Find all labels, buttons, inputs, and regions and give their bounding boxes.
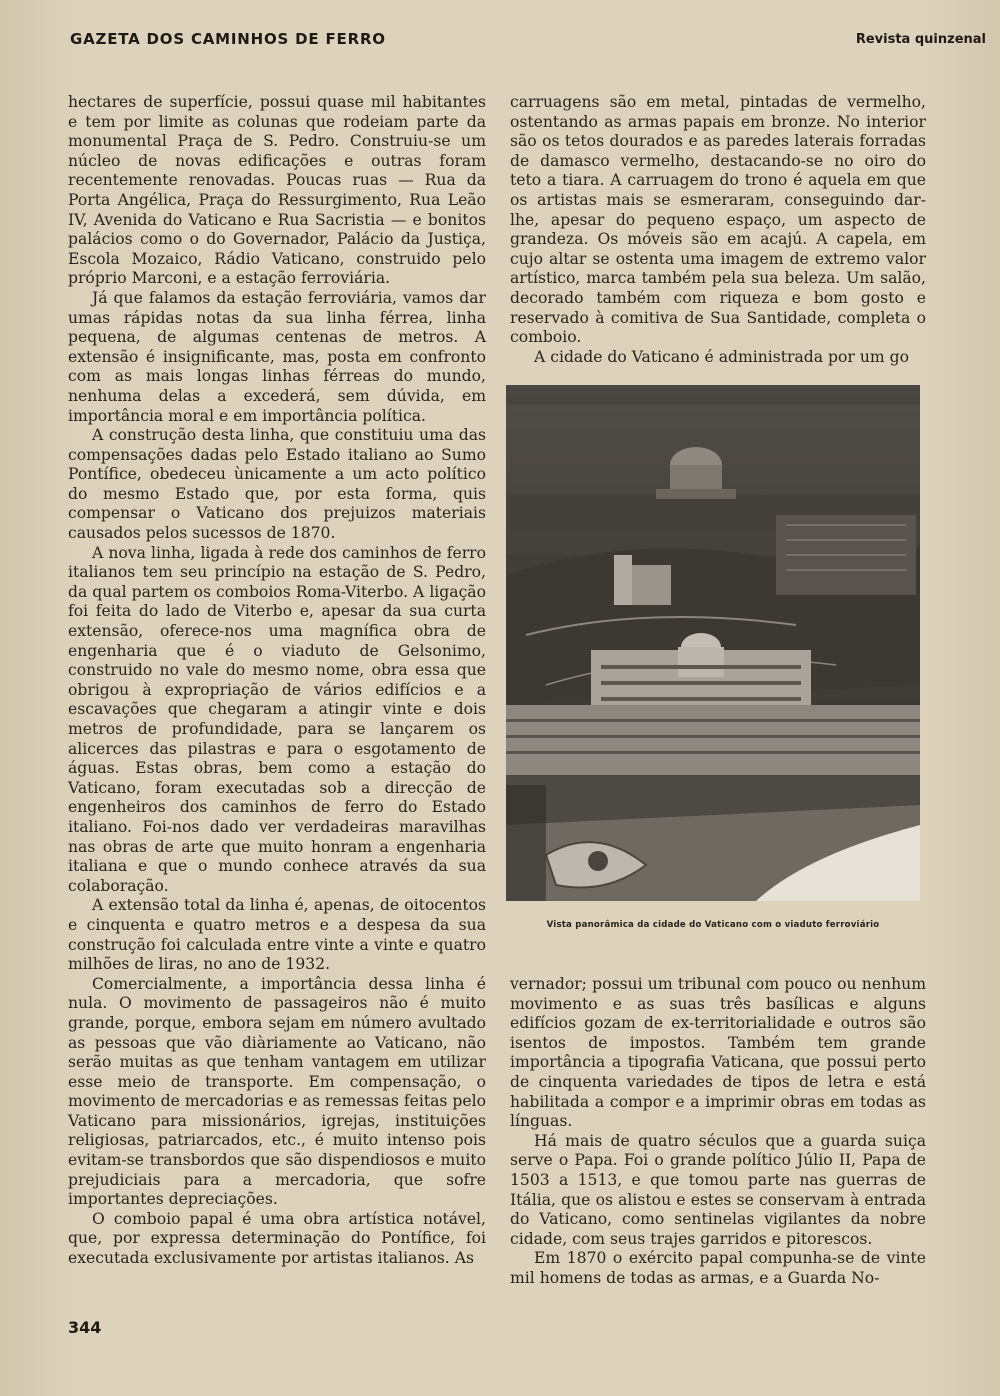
- photo-caption: Vista panorâmica da cidade do Vaticano com o viaduto ferroviário: [546, 920, 880, 930]
- left-column: [68, 93, 486, 1269]
- paragraph: Em 1870 o exército papal compunha-se de vinte mil homens de todas as armas, e a Guarda No-: [510, 1249, 926, 1287]
- paragraph: Já que falamos da estação ferroviária, vamos dar umas rápidas notas da sua linha férrea, linha pequena, de algumas centenas de metros. A extensão é insignificante, mas, posta em confronto com as mais longas linhas férreas do mundo, nenhuma delas a excederá, sem dúvida, em importância moral e em importância política.: [68, 288, 486, 425]
- paragraph: A nova linha, ligada à rede dos caminhos de ferro italianos tem seu princípio na estação de S. Pedro, da qual partem os comboios Roma-Viterbo. A ligação foi feita do lado de Viterbo e, apesar da sua curta extensão, oferece-nos uma magnífica obra de engenharia que é o viaduto de Gelsonimo, construido no vale do mesmo nome, obra essa que obrigou à expropriação de vários edifícios e a escavações que chegaram a atingir vinte e dois metros de profundidade, para se lançarem os alicerces das pilastras e para o esgotamento de águas. Estas obras, bem como a estação do Vaticano, foram executadas sob a direcção de engenheiros dos caminhos de ferro do Estado italiano. Foi-nos dado ver verdadeiras maravilhas nas obras de arte que muito honram a engenharia italiana e que o mundo conhece através da sua colaboração.: [68, 543, 486, 895]
- paragraph: carruagens são em metal, pintadas de vermelho, ostentando as armas papais em bronze. No interior são os tetos dourados e as paredes laterais forradas de damasco vermelho, destacando-se no oiro do teto a tiara. A carruagem do trono é aquela em que os artistas mais se esmeraram, conseguindo dar-lhe, apesar do pequeno espaço, um aspecto de grandeza. Os móveis são em acajú. A capela, em cujo altar se ostenta uma imagem de extremo valor artístico, marca também pela sua beleza. Um salão, decorado também com riqueza e bom gosto e reservado à comitiva de Sua Santidade, completa o comboio.: [510, 93, 926, 347]
- running-header-section: Revista quinzenal: [855, 32, 986, 47]
- page-number: 344: [68, 1318, 102, 1337]
- right-column-bottom: [510, 975, 926, 1289]
- paragraph: A construção desta linha, que constituiu uma das compensações dadas pelo Estado italiano ao Sumo Pontífice, obedeceu ùnicamente a um acto político do mesmo Estado que, por esta forma, quis compensar o Vaticano dos prejuizos materiais causados pelos sucessos de 1870.: [68, 426, 486, 543]
- running-header-title: GAZETA DOS CAMINHOS DE FERRO: [70, 30, 386, 48]
- paragraph: hectares de superfície, possui quase mil habitantes e tem por limite as colunas que rodeiam parte da monumental Praça de S. Pedro. Construiu-se um núcleo de novas edificações e outras foram recentemente renovadas. Poucas ruas — Rua da Porta Angélica, Praça do Ressurgimento, Rua Leão IV, Avenida do Vaticano e Rua Sacristia — e bonitos palácios como o do Governador, Palácio da Justiça, Escola Mozaico, Rádio Vaticano, construido pelo próprio Marconi, e a estação ferroviária.: [68, 93, 486, 288]
- paragraph: O comboio papal é uma obra artística notável, que, por expressa determinação do Pontífice, foi executada exclusivamente por artistas italianos. As: [68, 1209, 486, 1268]
- right-column-top: [510, 93, 926, 367]
- paragraph: Há mais de quatro séculos que a guarda suiça serve o Papa. Foi o grande político Júlio II, Papa de 1503 a 1513, e que tomou parte nas guerras de Itália, que os alistou e estes se conservam à entrada do Vaticano, como sentinelas vigilantes da nobre cidade, com seus trajes garridos e pitorescos.: [510, 1131, 926, 1248]
- panoramic-photo: [506, 385, 920, 901]
- vatican-aerial-illustration: [506, 385, 920, 901]
- paragraph: vernador; possui um tribunal com pouco ou nenhum movimento e as suas três basílicas e alguns edifícios gozam de ex-territorialidade e outros são isentos de impostos. Também tem grande importância a tipografia Vaticana, que possui perto de cinquenta variedades de tipos de letra e está habilitada a compor e a imprimir obras em todas as línguas.: [510, 975, 926, 1131]
- paragraph: A extensão total da linha é, apenas, de oitocentos e cinquenta e quatro metros e a despesa da sua construção foi calculada entre vinte a vinte e quatro milhões de liras, no ano de 1932.: [68, 896, 486, 974]
- paragraph: A cidade do Vaticano é administrada por um go: [534, 347, 909, 366]
- paragraph: Comercialmente, a importância dessa linha é nula. O movimento de passageiros não é muito grande, porque, embora sejam em número avultado as pessoas que vão diàriamente ao Vaticano, não serão muitas as que tenham vantagem em utilizar esse meio de transporte. Em compensação, o movimento de mercadorias e as remessas feitas pelo Vaticano para missionários, igrejas, instituições religiosas, patriarcados, etc., é muito intenso pois evitam-se transbordos que são dispendiosos e muito prejudiciais para a mercadoria, que sofre importantes depreciações.: [68, 974, 486, 1209]
